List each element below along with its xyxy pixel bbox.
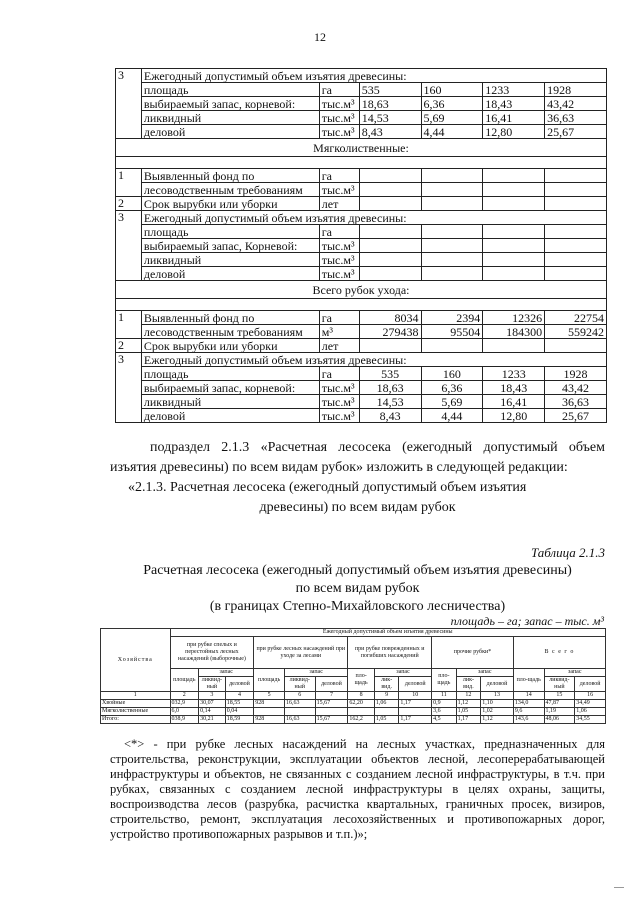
table-row [116, 69, 607, 83]
farms-header: Хозяйства [101, 629, 171, 692]
table-row: Итого: 038,9 30,21 18,59 928 16,63 15,67 162,2 1,05 1,17 4,5 1,17 1,12 143,6 48,06 34,55 [101, 716, 606, 724]
margin-mark [614, 887, 624, 888]
table-title: Расчетная лесосека (ежегодный допустимый объем изъятия древесины) [143, 563, 572, 578]
table-row: деловой тыс.м³ 8,43 4,44 12,80 25,67 [116, 125, 607, 139]
blank-row [116, 299, 607, 311]
table-row: 1 Выявленный фонд по га [116, 169, 607, 183]
table-row: 3 Ежегодный допустимый объем изъятия древесины: [116, 353, 607, 367]
footnote: <*> - при рубке лесных насаждений на лесных участках, предназначенных для строительства, реконструкции, эксплуатации объектов лесной, лесоперерабатывающей инфраструктуры и объектов, не связанных с созданием лесной инфраструктуры, в т.ч. при рубках, связанных с созданием лесной инфраструктуры в целях охраны, защиты, воспроизводства лесов (разрубка, расчистка квартальных, граничных просек, визиров, строительство, ремонт, эксплуатация лесохозяйственных и противопожарных дорог, устройство противопожарных разрывов и т.п.)»; [110, 737, 605, 841]
table-number: Таблица 2.1.3 [530, 545, 605, 560]
table-row: ликвидный тыс.м³ [116, 253, 607, 267]
table-row: деловой тыс.м³ 8,43 4,44 12,80 25,67 [116, 409, 607, 423]
table-row: ликвидный тыс.м³ 14,53 5,69 16,41 36,63 [116, 395, 607, 409]
table-row: выбираемый запас, Корневой: тыс.м³ [116, 239, 607, 253]
page-number: 12 [314, 30, 326, 44]
table-row: Хвойные 032,9 30,07 18,55 928 16,63 15,67 62,20 1,06 1,17 0,9 1,12 1,10 134,0 47,87 34,49 [101, 700, 606, 708]
table-row: 1 Выявленный фонд по га 8034 2394 12326 22754 [116, 311, 607, 325]
section-header: Всего рубок ухода: [116, 281, 607, 299]
row-number: 3 [116, 69, 142, 139]
table-row: деловой тыс.м³ [116, 267, 607, 281]
table-row: 2 Срок вырубки или уборки лет [116, 339, 607, 353]
table-row: лесоводственным требованиям тыс.м³ [116, 183, 607, 197]
table-row: площадь га 535 160 1233 1928 [116, 83, 607, 97]
table-row: ликвидный тыс.м³ 14,53 5,69 16,41 36,63 [116, 111, 607, 125]
allowable-cut-table [115, 68, 607, 423]
row-label: Ежегодный допустимый объем изъятия древесины: [141, 69, 606, 83]
units-note: площадь – га; запас – тыс. м³ [450, 614, 604, 628]
subsection-heading: «2.1.3. Расчетная лесосека (ежегодный допустимый объем изъятия [128, 480, 527, 495]
subsection-heading-cont: древесины) по всем видам рубок [259, 500, 456, 515]
table-row: 2 Срок вырубки или уборки лет [116, 197, 607, 211]
table-title-line3: (в границах Степно-Михайловского лесничества) [209, 599, 506, 614]
table-row: выбираемый запас, корневой: тыс.м³ 18,63 6,36 18,43 43,42 [116, 97, 607, 111]
table-row: выбираемый запас, корневой: тыс.м³ 18,63 6,36 18,43 43,42 [116, 381, 607, 395]
amendment-paragraph: подраздел 2.1.3 «Расчетная лесосека (ежегодный допустимый объем изъятия древесины) по всем видам рубок» изложить в следующей редакции: [110, 440, 605, 475]
table-row: лесоводственным требованиям м³ 279438 95504 184300 559242 [116, 325, 607, 339]
table-row: площадь га [116, 225, 607, 239]
table-row: Мягколиственные 6,0 0,14 0,04 3,6 1,05 1,02 9,6 1,19 1,06 [101, 708, 606, 716]
table-row: 3 Ежегодный допустимый объем изъятия древесины: [116, 211, 607, 225]
table-row: площадь га 535 160 1233 1928 [116, 367, 607, 381]
allowable-volume-header: Ежегодный допустимый объем изъятия древесины [170, 629, 606, 637]
blank-row [116, 157, 607, 169]
cut-summary-table: Хозяйства Ежегодный допустимый объем изъятия древесины при рубке спелых и перестойных лесных насаждений (выборочные) при рубке лесных насаждений при уходе за лесами при рубке поврежденных и погибших насаждений прочие рубки* В с е г о площадь запас площадь запас пло-щадь запас пло-щадь запас пло-щадь запас ликвид-ный деловой ликвид-ный деловой лик-вид. деловой лик-вид. деловой ликвид-ный деловой 1 2 3 4 5 6 7 8 9 10 11 12 13 14 15 16 Хвойные 032,9 30,07 18,55 928 16,63 15,67 62,20 1,06 1,17 0,9 1,12 1,10 134,0 47,87 34,49 Мягколиственные 6,0 0,14 0,04 3,6 1,05 1,02 9,6 1,19 1,06 Итого: 038,9 30,21 18,59 928 16,63 15,67 162,2 1,05 1,17 4,5 1,17 1,12 143,6 48,06 34,55 [100, 628, 606, 724]
column-numbers-row: 1 2 3 4 5 6 7 8 9 10 11 12 13 14 15 16 [101, 692, 606, 700]
table-title-line2: по всем видам рубок [295, 581, 420, 596]
section-header: Мягколиственные: [116, 139, 607, 157]
